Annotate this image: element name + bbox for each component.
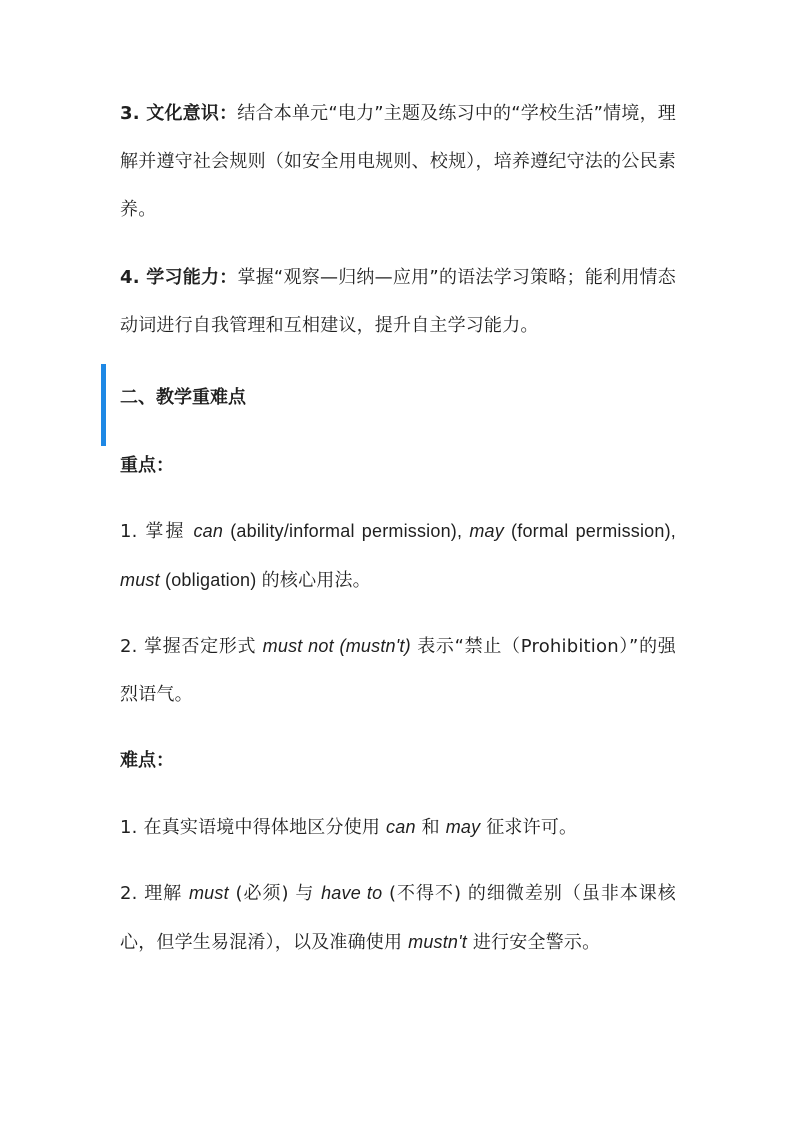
key-point-1-text-c: (obligation) 的核心用法。	[159, 570, 371, 590]
difficult-point-2	[120, 869, 676, 967]
difficult-point-1-can: can	[386, 817, 416, 837]
key-point-1	[120, 507, 676, 605]
difficult-point-2-prefix: 2. 理解	[120, 883, 189, 904]
difficult-point-2-mustnt: mustn't	[408, 932, 467, 952]
difficult-point-1-text-b: 征求许可。	[480, 817, 578, 838]
difficult-point-1-may: may	[445, 817, 481, 837]
key-point-1-text-a: (ability/informal permission),	[223, 521, 470, 541]
key-points-label: 重点：	[120, 455, 174, 476]
key-point-1-must: must	[120, 570, 160, 590]
difficult-point-2-text-b: (不得不) 的细微差别（虽非本课核心，但学生易混淆），以及准确使用	[120, 883, 676, 953]
key-point-1-prefix: 1. 掌握	[120, 521, 194, 542]
key-point-1-can: can	[193, 521, 224, 541]
learning-ability-text: 掌握“观察—归纳—应用”的语法学习策略；能利用情态动词进行自我管理和互相建议，提升自主学习能力。	[120, 267, 676, 336]
difficult-point-2-text-a: (必须) 与	[228, 883, 322, 904]
difficult-points-label: 难点：	[120, 750, 174, 771]
learning-ability-label: 4. 学习能力：	[120, 267, 238, 288]
key-point-2	[120, 622, 676, 719]
section-heading-bar	[101, 364, 106, 446]
section-title: 二、教学重难点	[120, 387, 246, 408]
difficult-point-2-must: must	[188, 883, 229, 903]
paragraph-cultural-awareness	[120, 90, 676, 234]
difficult-point-1	[120, 803, 676, 852]
difficult-point-1-prefix: 1. 在真实语境中得体地区分使用	[120, 817, 387, 838]
paragraph-learning-ability	[120, 254, 676, 350]
key-point-2-text: 表示“禁止（Prohibition）”的强烈语气。	[120, 636, 676, 705]
cultural-awareness-text: 结合本单元“电力”主题及练习中的“学校生活”情境，理解并遵守社会规则（如安全用电规则、校规），培养遵纪守法的公民素养。	[120, 103, 676, 220]
difficult-point-2-text-c: 进行安全警示。	[466, 932, 601, 953]
key-point-2-prefix: 2. 掌握否定形式	[120, 636, 263, 657]
key-point-1-may: may	[469, 521, 504, 541]
key-point-2-mustnt: must not (mustn't)	[262, 636, 411, 656]
difficult-point-1-text-a: 和	[415, 817, 446, 838]
key-point-1-text-b: (formal permission),	[503, 521, 676, 541]
cultural-awareness-label: 3. 文化意识：	[120, 103, 238, 124]
difficult-point-2-have-to: have to	[321, 883, 383, 903]
